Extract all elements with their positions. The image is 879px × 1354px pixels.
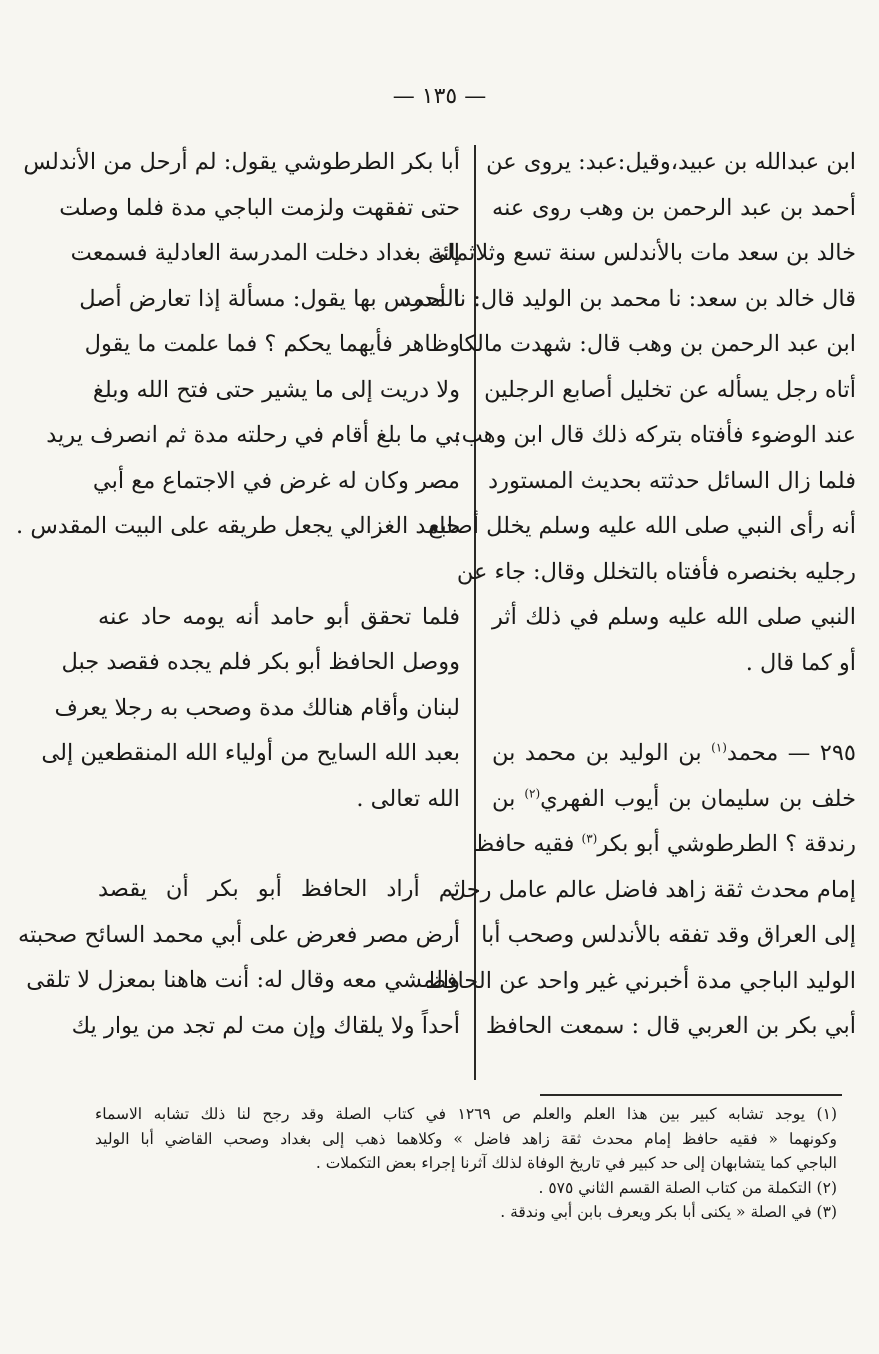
footnote-line: (٢) التكملة من كتاب الصلة القسم الثاني ٥٧٥ . [538, 1178, 837, 1197]
text-line: أبي بكر بن العربي قال : سمعت الحافظ [485, 1013, 856, 1039]
text-line: إلى بغداد دخلت المدرسة العادلية فسمعت [70, 240, 460, 266]
text-line: النبي صلى الله عليه وسلم في ذلك أثر [492, 604, 856, 630]
paragraph-gap [98, 822, 460, 867]
footnote-marker: (١) [711, 740, 727, 755]
text-line: بي ما بلغ أقام في رحلته مدة ثم انصرف يريد [46, 422, 460, 448]
text-line: أبا بكر الطرطوشي يقول: لم أرحل من الأندلس [23, 149, 460, 175]
page-number: — ١٣٥ — [392, 84, 487, 109]
text-line: ابن عبدالله بن عبيد،وقيل:عبد: يروى عن [486, 149, 856, 175]
footnote-marker: (٣) [581, 831, 598, 846]
text-line: مصر وكان له غرض في الاجتماع مع أبي [92, 467, 460, 494]
text-line: قال خالد بن سعد: نا محمد بن الوليد قال: نا أحمد [400, 285, 856, 312]
footnote-line: وكونهما « فقيه حافظ إمام محدث ثقة زاهد فاضل » وكلاهما ذهب إلى بغداد وصحب القاضي أبا الوليد [95, 1129, 837, 1148]
text-line: ولا دريت إلى ما يشير حتى فتح الله وبلغ [92, 376, 460, 403]
text-line [473, 822, 856, 868]
paragraph-gap [98, 550, 460, 595]
text-line: رجليه بخنصره فأفتاه بالتخلل وقال: جاء عن [456, 558, 856, 585]
footnote-marker: (٢) [524, 786, 541, 800]
text-line: والمشي معه وقال له: أنت هاهنا بمعزل لا تلقى [26, 967, 460, 993]
text-line: أحداً ولا يلقاك وإن مت لم تجد من يوار يك [71, 1012, 460, 1039]
footnote-rule [540, 1094, 842, 1096]
footnotes [95, 1102, 837, 1225]
text-line: بعبد الله السايح من أولياء الله المنقطعين إلى [41, 740, 460, 766]
paragraph-gap [492, 686, 856, 731]
footnote-line: الباجي كما يتشابهان إلى حد كبير في تاريخ الوفاة لذلك آثرنا إجراء بعض التكملات . [315, 1154, 837, 1172]
entry-heading-line [492, 731, 856, 777]
text-fragment: فقيه حافظ [473, 831, 575, 857]
text-line: ثم أراد الحافظ أبو بكر أن يقصد [98, 876, 460, 902]
text-line: إمام محدث ثقة زاهد فاضل عالم عامل رحل [449, 876, 856, 903]
text-line: إلى العراق وقد تفقه بالأندلس وصحب أبا [481, 922, 856, 948]
text-line: المدرس بها يقول: مسألة إذا تعارض أصل [79, 285, 460, 312]
text-line: أو كما قال . [745, 649, 856, 676]
text-line: الله تعالى . [356, 785, 460, 812]
text-line: وظاهر فأيهما يحكم ؟ فما علمت ما يقول [84, 331, 460, 357]
text-line: أحمد بن عبد الرحمن بن وهب روى عنه [492, 194, 856, 221]
text-fragment: رندقة ؟ الطرطوشي أبو بكر [597, 831, 856, 857]
text-line: لبنان وأقام هنالك مدة وصحب به رجلا يعرف [54, 694, 460, 721]
text-line: أرض مصر فعرض على أبي محمد السائح صحبته [18, 921, 460, 948]
text-line: أنه رأى النبي صلى الله عليه وسلم يخلل أصابع [428, 513, 856, 539]
text-line: فلما تحقق أبو حامد أنه يومه حاد عنه [98, 603, 460, 630]
text-line: حامد الغزالي يجعل طريقه على البيت المقدس . [16, 513, 460, 539]
text-line: أتاه رجل يسأله عن تخليل أصابع الرجلين [484, 376, 856, 403]
text-line: عند الوضوء فأفتاه بتركه ذلك قال ابن وهب: [453, 422, 856, 448]
text-fragment: بن الوليد بن محمد بن [492, 740, 702, 766]
text-line: ابن عبد الرحمن بن وهب قال: شهدت مالكا [457, 331, 856, 357]
text-fragment: خلف بن سليمان بن أيوب الفهري [540, 785, 857, 812]
text-line: فلما زال السائل حدثته بحديث المستورد [488, 467, 856, 494]
text-line: حتى تفقهت ولزمت الباجي مدة فلما وصلت [59, 194, 460, 221]
text-line: خالد بن سعد مات بالأندلس سنة تسع وثلاثمائة [430, 240, 856, 266]
text-fragment: بن [492, 785, 516, 812]
left-column [16, 140, 460, 1049]
text-line: ووصل الحافظ أبو بكر فلم يجده فقصد جبل [61, 649, 460, 675]
text-line: الوليد الباجي مدة أخبرني غير واحد عن الحافظ [425, 967, 856, 994]
footnote-line: (٣) في الصلة « يكنى أبا بكر ويعرف بابن أبي وندقة . [500, 1203, 837, 1221]
footnote-line: (١) يوجد تشابه كبير بين هذا العلم والعلم ص ١٢٦٩ في كتاب الصلة وقد رجح لنا ذلك تشابه الاسماء [95, 1105, 837, 1123]
text-line [492, 777, 856, 823]
entry-number-name: ٢٩٥ — محمد [726, 740, 856, 766]
